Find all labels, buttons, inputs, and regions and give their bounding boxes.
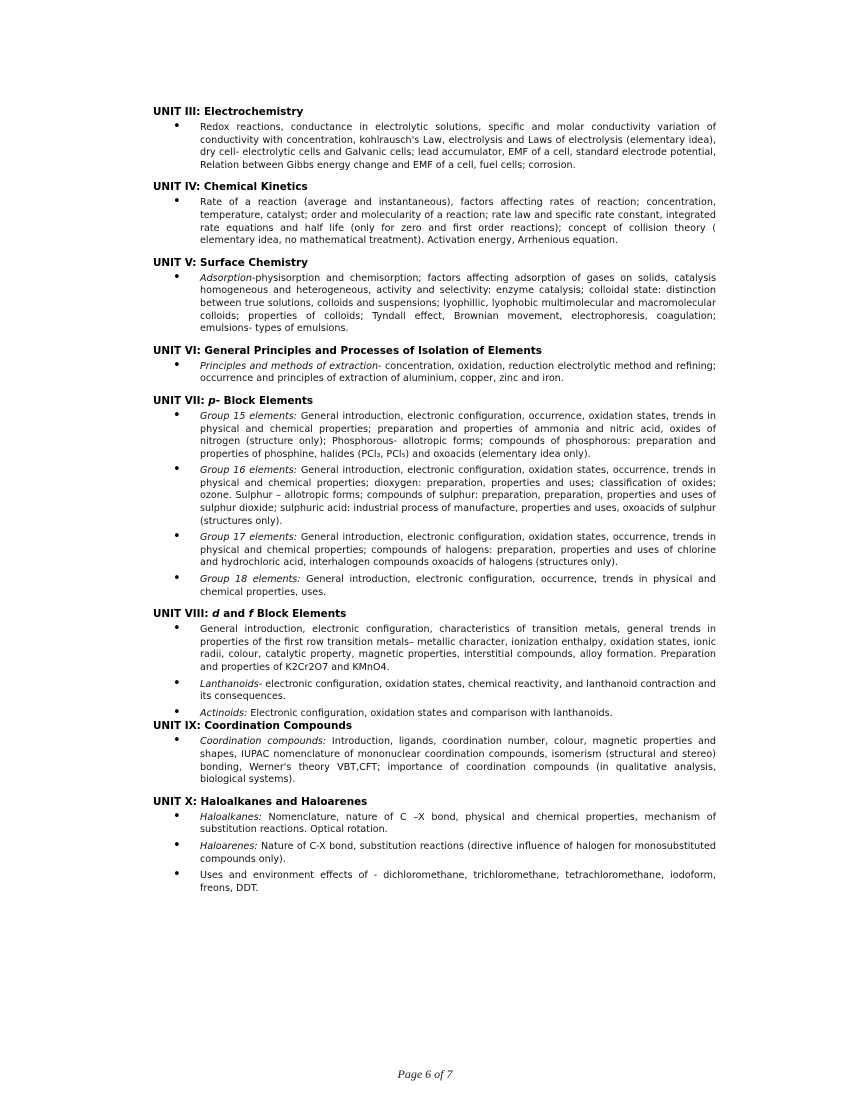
unit-3-heading: UNIT III: Electrochemistry: [153, 106, 304, 118]
item-lead: Actinoids:: [200, 707, 248, 719]
list-item: [153, 361, 716, 386]
unit-10-list: [153, 812, 716, 896]
item-lead: Coordination compounds:: [200, 736, 327, 748]
list-item: [153, 841, 716, 866]
unit-10-heading: UNIT X: Haloalkanes and Haloarenes: [153, 795, 368, 808]
unit-3-section: [153, 106, 716, 172]
item-text: - concentration, oxidation, reduction electrolytic method and refining; occurrence and principles of extraction of aluminium, copper, zinc and iron.: [200, 360, 717, 385]
item-lead: Principles and methods of extraction: [200, 360, 379, 372]
list-item: • Redox reactions, conductance in electrolytic solutions, specific and molar conductivity variation of conductivity with concentration, kohlrausch's Law, electrolysis and Laws of electrolysis (elementary idea), dry cell- electrolytic cells and Galvanic cells; lead accumulator, EMF of a cell, standard electrode potential, Relation between Gibbs energy change and EMF of a cell, fuel cells; corrosion.: [153, 122, 716, 172]
unit-4-list: [153, 197, 716, 247]
unit-10-section: [153, 796, 716, 896]
list-item: [153, 574, 716, 599]
unit-5-section: [153, 257, 716, 336]
document-body: [153, 106, 716, 904]
item-text: Nature of C-X bond, substitution reactions (directive influence of halogen for monosubstituted compounds only).: [200, 840, 716, 865]
unit-9-list: [153, 736, 716, 786]
unit-8-section: [153, 608, 716, 720]
item-text: Introduction, ligands, coordination number, colour, magnetic properties and shapes, IUPAC nomenclature of mononuclear coordination compounds, isomerism (structural and stereo) bonding, Werner's theory VBT,CFT; importance of coordination compounds (in qualitative analysis, biological systems).: [200, 736, 716, 786]
item-lead: Group 17 elements:: [200, 532, 298, 544]
item-lead: Haloarenes:: [200, 840, 258, 852]
item-lead: Group 18 elements:: [200, 574, 301, 586]
unit-4-heading: UNIT IV: Chemical Kinetics: [153, 181, 308, 194]
heading-part: - Block Elements: [215, 394, 314, 407]
unit-7-list: [153, 411, 716, 599]
item-text: Electronic configuration, oxidation states and comparison with lanthanoids.: [247, 707, 613, 719]
unit-6-heading: UNIT VI: General Principles and Processes of Isolation of Elements: [153, 344, 542, 357]
unit-8-heading: [153, 608, 716, 621]
unit-3-list: [153, 122, 716, 172]
list-item: • General introduction, electronic configuration, characteristics of transition metals, general trends in properties of the first row transition metals– metallic character, ionization enthalpy, oxidation states, ionic radii, colour, catalytic property, magnetic properties, interstitial compounds, alloy formation. Preparation and properties of K2Cr2O7 and KMnO4.: [153, 624, 716, 674]
item-lead: Group 16 elements:: [200, 465, 298, 477]
unit-4-section: [153, 181, 716, 247]
item-lead: Haloalkanes:: [200, 811, 262, 823]
item-text: General introduction, electronic configuration, oxidation states, occurrence, trends in physical and chemical properties; dioxygen: preparation, properties and uses; classification of oxides; ozone. Sulphur – allotropic forms; compounds of sulphur: preparation, preparation, properties and uses of sulphur dioxide; sulphuric acid: industrial process of manufacture, properties and uses, oxoacids of sulphur (structures only).: [200, 465, 716, 527]
unit-5-heading: UNIT V: Surface Chemistry: [153, 256, 308, 269]
item-lead: Group 15 elements:: [200, 410, 298, 422]
item-text: - electronic configuration, oxidation states, chemical reactivity, and lanthanoid contraction and its consequences.: [200, 678, 716, 703]
unit-5-list: [153, 273, 716, 336]
item-text: General introduction, electronic configuration, occurrence, oxidation states, trends in physical and chemical properties; preparation and properties of ammonia and nitric acid, oxides of nitrogen (structure only); Phosphorous- allotropic forms; compounds of phosphorous: preparation and properties of phosphine, halides (PCl₃, PCl₅) and oxoacids (elementary idea only).: [200, 410, 716, 460]
list-item: [153, 273, 716, 336]
heading-italic: d: [212, 608, 220, 621]
list-item: • Uses and environment effects of - dichloromethane, trichloromethane, tetrachloromethane, iodoform, freons, DDT.: [153, 870, 716, 895]
heading-italic: p: [208, 394, 216, 407]
list-item: [153, 736, 716, 786]
item-lead: Adsorption: [200, 272, 252, 284]
item-text: General introduction, electronic configuration, occurrence, trends in physical and chemical properties, uses.: [200, 574, 716, 598]
item-text: -physisorption and chemisorption; factors affecting adsorption of gases on solids, catalysis homogeneous and heterogeneous, activity and selectivity: enzyme catalysis; colloidal state: distinction between true solutions, colloids and suspensions; lyophillic, lyophobic multimolecular and macromolecular colloids; properties of colloids; Tyndall effect, Brownian movement, electrophoresis, coagulation; emulsions- types of emulsions.: [200, 272, 716, 335]
list-item: [153, 679, 716, 704]
list-item: [153, 532, 716, 570]
item-lead: Lanthanoids: [200, 678, 259, 690]
page-number: Page 6 of 7: [397, 1067, 453, 1081]
list-item: [153, 812, 716, 837]
heading-part: UNIT VII:: [153, 394, 209, 407]
unit-7-section: [153, 395, 716, 599]
list-item: [153, 708, 716, 721]
unit-9-heading: UNIT IX: Coordination Compounds: [153, 720, 353, 733]
list-item: [153, 411, 716, 461]
unit-9-section: [153, 720, 716, 786]
list-item: • Rate of a reaction (average and instantaneous), factors affecting rates of reaction; concentration, temperature, catalyst; order and molecularity of a reaction; rate law and specific rate constant, integrated rate equations and half life (only for zero and first order reactions); concept of collision theory ( elementary idea, no mathematical treatment). Activation energy, Arrhenious equation.: [153, 197, 716, 247]
heading-part: UNIT VIII:: [153, 608, 213, 621]
unit-7-heading: [153, 395, 716, 408]
item-text: Nomenclature, nature of C –X bond, physical and chemical properties, mechanism of substitution reactions. Optical rotation.: [200, 811, 716, 836]
unit-6-list: [153, 361, 716, 386]
item-text: General introduction, electronic configuration, oxidation states, occurrence, trends in physical and chemical properties; compounds of halogens: preparation, properties and uses of chlorine and hydrochloric acid, interhalogen compounds oxoacids of halogens (structures only).: [200, 532, 716, 569]
list-item: [153, 465, 716, 528]
heading-italic: f: [248, 608, 254, 621]
heading-part: Block Elements: [253, 608, 347, 621]
heading-part: and: [219, 608, 249, 621]
unit-8-list: [153, 624, 716, 720]
unit-6-section: [153, 345, 716, 386]
